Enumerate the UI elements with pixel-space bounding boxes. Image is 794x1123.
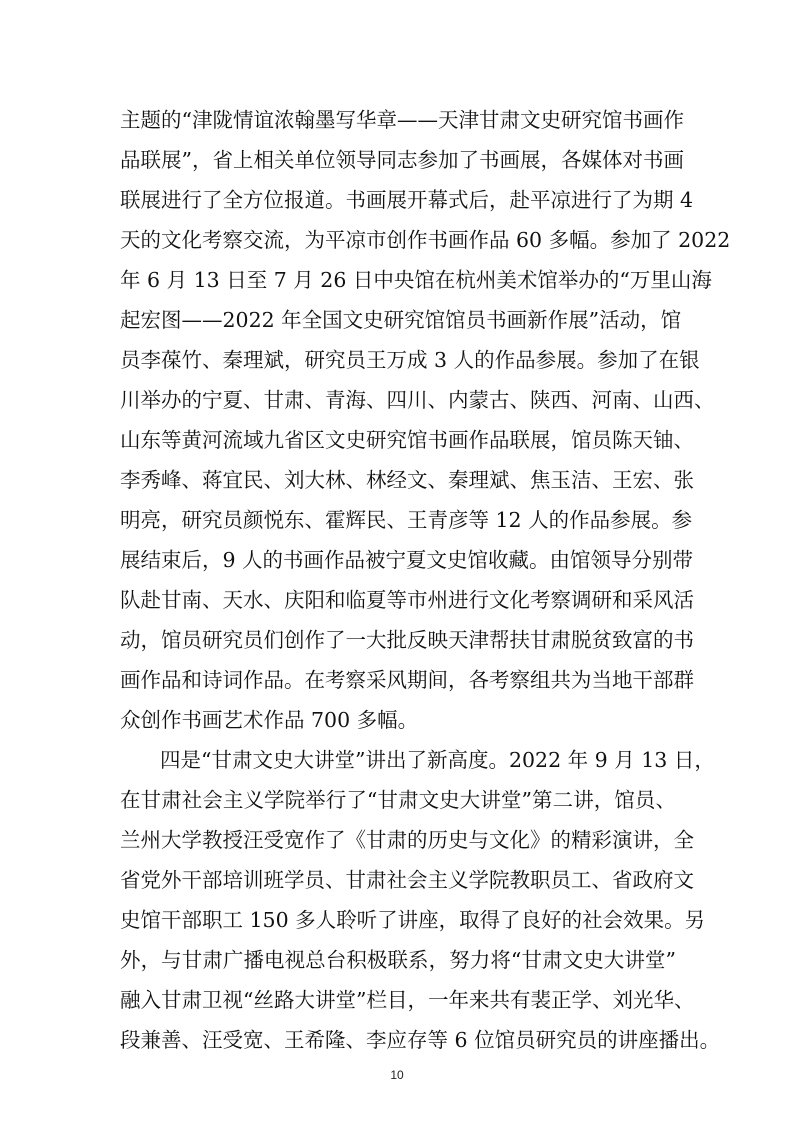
text-line: 山东等黄河流域九省区文史研究馆书画作品联展，馆员陈天铀、 xyxy=(120,428,694,452)
text-line: 品联展”，省上相关单位领导同志参加了书画展，各媒体对书画 xyxy=(120,148,684,172)
text-line: 在甘肃社会主义学院举行了“甘肃文史大讲堂”第二讲，馆员、 xyxy=(120,788,676,812)
text-line: 动，馆员研究员们创作了一大批反映天津帮扶甘肃脱贫致富的书 xyxy=(120,628,694,652)
text-line: 展结束后，9 人的书画作品被宁夏文史馆收藏。由馆领导分别带 xyxy=(120,548,694,572)
page-number: 10 xyxy=(390,1068,404,1082)
text-line: 众创作书画艺术作品 700 多幅。 xyxy=(120,708,419,732)
text-line: 段兼善、汪受宽、王希隆、李应存等 6 位馆员研究员的讲座播出。 xyxy=(120,1028,721,1052)
text-line: 明亮，研究员颜悦东、霍辉民、王青彦等 12 人的作品参展。参 xyxy=(120,508,693,532)
text-line: 兰州大学教授汪受宽作了《甘肃的历史与文化》的精彩演讲，全 xyxy=(120,828,694,852)
text-line: 年 6 月 13 日至 7 月 26 日中央馆在杭州美术馆举办的“万里山海 xyxy=(120,268,712,292)
text-line: 天的文化考察交流，为平凉市创作书画作品 60 多幅。参加了 2022 xyxy=(120,228,731,252)
text-line: 外，与甘肃广播电视总台积极联系，努力将“甘肃文史大讲堂” xyxy=(120,948,676,972)
text-line: 队赴甘南、天水、庆阳和临夏等市州进行文化考察调研和采风活 xyxy=(120,588,694,612)
text-line: 省党外干部培训班学员、甘肃社会主义学院教职员工、省政府文 xyxy=(120,868,694,892)
text-line: 画作品和诗词作品。在考察采风期间，各考察组共为当地干部群 xyxy=(120,668,694,692)
text-line: 联展进行了全方位报道。书画展开幕式后，赴平凉进行了为期 4 xyxy=(120,188,694,212)
text-line: 史馆干部职工 150 多人聆听了讲座，取得了良好的社会效果。另 xyxy=(120,908,706,932)
text-line: 川举办的宁夏、甘肃、青海、四川、内蒙古、陕西、河南、山西、 xyxy=(120,388,715,412)
text-line: 融入甘肃卫视“丝路大讲堂”栏目，一年来共有裴正学、刘光华、 xyxy=(120,988,695,1012)
text-line: 员李葆竹、秦理斌，研究员王万成 3 人的作品参展。参加了在银 xyxy=(120,348,700,372)
text-line: 李秀峰、蒋宜民、刘大林、林经文、秦理斌、焦玉洁、王宏、张 xyxy=(120,468,694,492)
text-line: 主题的“津陇情谊浓翰墨写华章——天津甘肃文史研究馆书画作 xyxy=(120,108,684,132)
paragraph-first-line: 四是“甘肃文史大讲堂”讲出了新高度。2022 年 9 月 13 日， xyxy=(160,748,715,772)
text-line: 起宏图——2022 年全国文史研究馆馆员书画新作展”活动，馆 xyxy=(120,308,682,332)
